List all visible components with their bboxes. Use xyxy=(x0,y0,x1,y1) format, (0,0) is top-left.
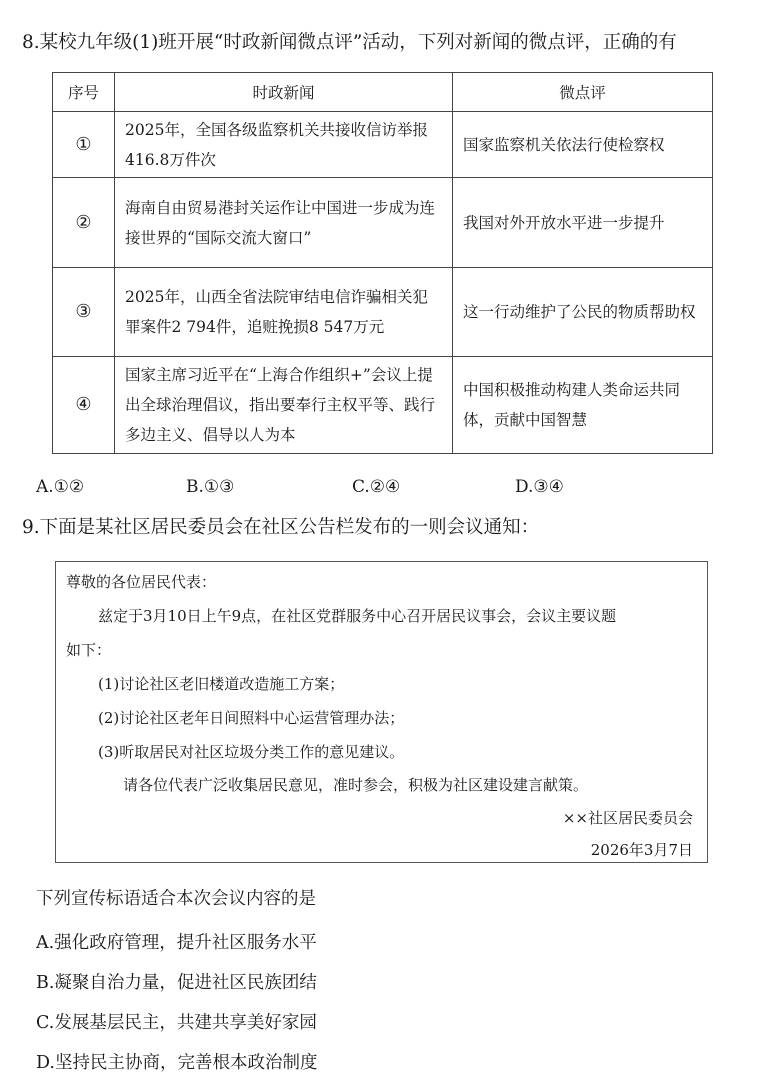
choice-c[interactable]: C.发展基层民主，共建共享美好家园 xyxy=(36,1013,317,1033)
notice-date: 2026年3月7日 xyxy=(590,841,693,859)
row-number: ① xyxy=(53,112,115,178)
notice-closing: 请各位代表广泛收集居民意见，准时参会，积极为社区建设建言献策。 xyxy=(123,776,589,794)
choice-d[interactable]: D.坚持民主协商，完善根本政治制度 xyxy=(36,1053,318,1073)
question-9-stem: 下列宣传标语适合本次会议内容的是 xyxy=(36,889,316,909)
notice-item-1: (1)讨论社区老旧楼道改造施工方案； xyxy=(98,675,345,693)
notice-paragraph: 兹定于3月10日上午9点，在社区党群服务中心召开居民议事会，会议主要议题 xyxy=(98,607,617,625)
table-row xyxy=(53,268,713,357)
table-row xyxy=(53,112,713,178)
meeting-notice xyxy=(55,561,708,863)
row-news: 2025年，全国各级监察机关共接收信访举报416.8万件次 xyxy=(115,112,453,178)
option-b[interactable]: B.①③ xyxy=(186,477,235,497)
header-news: 时政新闻 xyxy=(115,73,453,112)
question-8-title: 8.某校九年级(1)班开展“时政新闻微点评”活动，下列对新闻的微点评，正确的有 xyxy=(22,32,677,53)
row-number: ④ xyxy=(53,357,115,454)
row-news: 海南自由贸易港封关运作让中国进一步成为连接世界的“国际交流大窗口” xyxy=(115,178,453,268)
table-row xyxy=(53,178,713,268)
row-news: 2025年，山西全省法院审结电信诈骗相关犯罪案件2 794件，追赃挽损8 547万元 xyxy=(115,268,453,357)
notice-item-3: (3)听取居民对社区垃圾分类工作的意见建议。 xyxy=(98,743,405,761)
header-comment: 微点评 xyxy=(453,73,713,112)
row-news: 国家主席习近平在“上海合作组织+”会议上提出全球治理倡议，指出要奉行主权平等、践行多边主义、倡导以人为本 xyxy=(115,357,453,454)
notice-salutation: 尊敬的各位居民代表： xyxy=(66,573,217,591)
option-d[interactable]: D.③④ xyxy=(515,477,564,497)
news-table xyxy=(52,72,713,454)
choice-b[interactable]: B.凝聚自治力量，促进社区民族团结 xyxy=(36,973,317,993)
notice-paragraph-cont: 如下： xyxy=(66,641,112,659)
header-number: 序号 xyxy=(53,73,115,112)
row-number: ② xyxy=(53,178,115,268)
table-header-row xyxy=(53,73,713,112)
question-9-title: 9.下面是某社区居民委员会在社区公告栏发布的一则会议通知： xyxy=(22,517,540,538)
row-comment: 中国积极推动构建人类命运共同体，贡献中国智慧 xyxy=(453,357,713,454)
choice-a[interactable]: A.强化政府管理，提升社区服务水平 xyxy=(36,933,317,953)
row-comment: 这一行动维护了公民的物质帮助权 xyxy=(453,268,713,357)
option-a[interactable]: A.①② xyxy=(36,477,85,497)
row-number: ③ xyxy=(53,268,115,357)
option-c[interactable]: C.②④ xyxy=(352,477,401,497)
table-row xyxy=(53,357,713,454)
notice-item-2: (2)讨论社区老年日间照料中心运营管理办法； xyxy=(98,709,405,727)
notice-signature: ××社区居民委员会 xyxy=(562,809,693,827)
row-comment: 国家监察机关依法行使检察权 xyxy=(453,112,713,178)
question-8-options xyxy=(36,477,736,501)
row-comment: 我国对外开放水平进一步提升 xyxy=(453,178,713,268)
